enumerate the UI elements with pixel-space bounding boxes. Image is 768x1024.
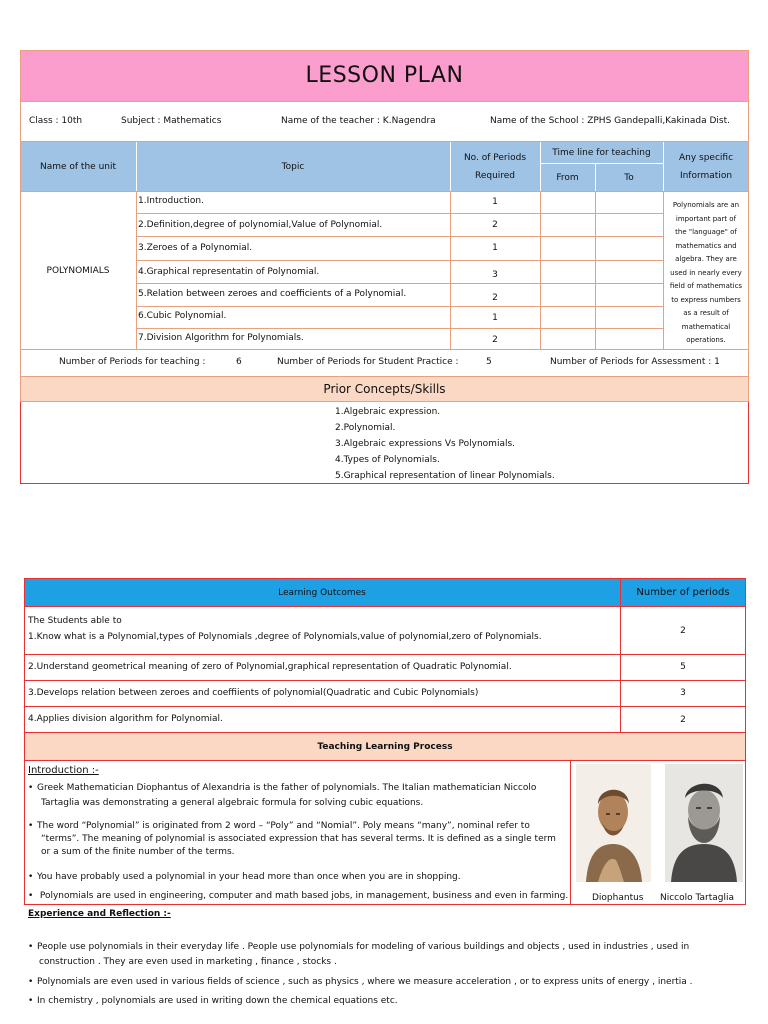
specific-info: Polynomials are an important part of the "language" of mathematics and algebra. They are used in nearly every field of mathematics to express numbers as a result of mathematical operations. [669, 201, 743, 344]
outcomes-header-label: Learning Outcomes [278, 587, 366, 598]
tartaglia-portrait [665, 764, 743, 882]
prior-concepts-heading: Prior Concepts/Skills [20, 376, 749, 402]
bullet-icon: • [28, 872, 34, 882]
info-row [20, 102, 749, 142]
periods-row-7: 2 [492, 335, 498, 345]
bullet-icon: • [28, 891, 34, 901]
periods-row-3: 1 [492, 243, 498, 253]
unit-name: POLYNOMIALS [46, 265, 110, 276]
topic-row-4: 4.Graphical representatin of Polynomial. [138, 267, 320, 277]
teacher-info: Name of the teacher : K.Nagendra [281, 116, 436, 126]
intro-bullet-4: • Polynomials are used in engineering, computer and math based jobs, in management, business and even in farming. [28, 889, 573, 904]
class-info: Class : 10th [29, 116, 83, 126]
prior-item-2: 2.Polynomial. [335, 423, 396, 433]
experience-heading: Experience and Reflection :- [28, 909, 171, 919]
outcome-periods-4: 2 [680, 714, 686, 725]
prior-item-5: 5.Graphical representation of linear Polynomials. [335, 471, 555, 481]
experience-bullet-1: • People use polynomials in their everyday life . People use polynomials for modeling of various buildings and objects , used in industries , used in construction . They are even used in marketing , finance , stocks . [28, 942, 690, 967]
outcome-row-2: 2.Understand geometrical meaning of zero of Polynomial,graphical representation of Quadratic Polynomial. [28, 662, 512, 672]
outcomes-periods-header: Number of periods [636, 586, 730, 598]
header-periods: No. of Periods Required [463, 153, 527, 181]
periods-row-2: 2 [492, 219, 498, 230]
diophantus-portrait [576, 764, 651, 882]
topic-row-3: 3.Zeroes of a Polynomial. [138, 243, 253, 253]
header-topic: Topic [281, 162, 305, 172]
introduction-heading: Introduction :- [28, 765, 99, 776]
header-to: To [624, 172, 634, 183]
periods-row-4: 3 [492, 270, 498, 280]
topic-row-2: 2.Definition,degree of polynomial,Value of Polynomial. [138, 220, 383, 230]
periods-row-6: 1 [492, 313, 498, 323]
topic-row-1: 1.Introduction. [138, 196, 204, 206]
bullet-icon: • [28, 783, 34, 793]
outcome-periods-2: 5 [680, 662, 686, 672]
intro-bullet-2: • The word “Polynomial” is originated from 2 word – “Poly” and “Nomial”. Poly means “many”, nominal refer to “terms”. The meaning of polynomial is associated expression that has several terms. It is defined as a single term or a sum of the finite number of the terms. [28, 821, 556, 857]
bullet-icon: • [28, 821, 34, 831]
header-specific: Any specific Information [678, 153, 734, 181]
period-summary [20, 350, 749, 376]
header-unit: Name of the unit [39, 162, 117, 172]
outcome-periods-1: 2 [680, 625, 686, 636]
header-timeline: Time line for teaching [552, 147, 651, 158]
bullet-icon: • [28, 996, 34, 1006]
outcome-periods-3: 3 [680, 688, 686, 698]
topic-row-7: 7.Division Algorithm for Polynomials. [138, 333, 304, 343]
caption-tartaglia: Niccolo Tartaglia [660, 893, 734, 903]
prior-item-1: 1.Algebraic expression. [335, 407, 441, 417]
school-info: Name of the School : ZPHS Gandepalli,Kakinada Dist. [490, 116, 730, 126]
outcome-row-4: 4.Applies division algorithm for Polynomial. [28, 714, 223, 724]
periods-row-1: 1 [492, 197, 498, 207]
subject-info: Subject : Mathematics [121, 116, 222, 126]
prior-item-3: 3.Algebraic expressions Vs Polynomials. [335, 439, 516, 449]
topic-row-6: 6.Cubic Polynomial. [138, 311, 227, 321]
experience-bullet-3: • In chemistry , polynomials are used in writing down the chemical equations etc. [28, 994, 748, 1009]
periods-row-5: 2 [492, 293, 498, 303]
prior-item-4: 4.Types of Polynomials. [335, 455, 440, 465]
teaching-periods-value: 6 [236, 357, 242, 367]
caption-diophantus: Diophantus [592, 893, 644, 903]
intro-bullet-3: • You have probably used a polynomial in your head more than once when you are in shopping. [28, 870, 568, 885]
lesson-plan-title: LESSON PLAN [20, 50, 749, 102]
assessment-periods: Number of Periods for Assessment : 1 [550, 357, 720, 367]
teaching-process-heading: Teaching Learning Process [24, 733, 746, 761]
intro-bullet-1: • Greek Mathematician Diophantus of Alexandria is the father of polynomials. The Italian mathematician Niccolo Tartaglia was demonstrating a general algebraic formula for solving cubic equations. [28, 783, 537, 808]
experience-bullet-2: • Polynomials are even used in various fields of science , such as physics , where we measure acceleration , or to express units of energy , inertia . [28, 975, 748, 990]
bullet-icon: • [28, 942, 34, 952]
header-from: From [556, 172, 579, 183]
outcome-row-3: 3.Develops relation between zeroes and coeffiients of polynomial(Quadratic and Cubic Polynomials) [28, 688, 479, 698]
bullet-icon: • [28, 977, 34, 987]
prior-concepts-list [20, 402, 749, 484]
outcomes-intro: The Students able to [28, 616, 122, 626]
topic-row-5: 5.Relation between zeroes and coefficients of a Polynomial. [138, 289, 407, 299]
teaching-periods-label: Number of Periods for teaching : [59, 357, 206, 367]
practice-periods-value: 5 [486, 357, 492, 367]
practice-periods-label: Number of Periods for Student Practice : [277, 357, 459, 367]
outcome-row-1: 1.Know what is a Polynomial,types of Polynomials ,degree of Polynomials,value of polynomial,zero of Polynomials. [28, 632, 542, 642]
